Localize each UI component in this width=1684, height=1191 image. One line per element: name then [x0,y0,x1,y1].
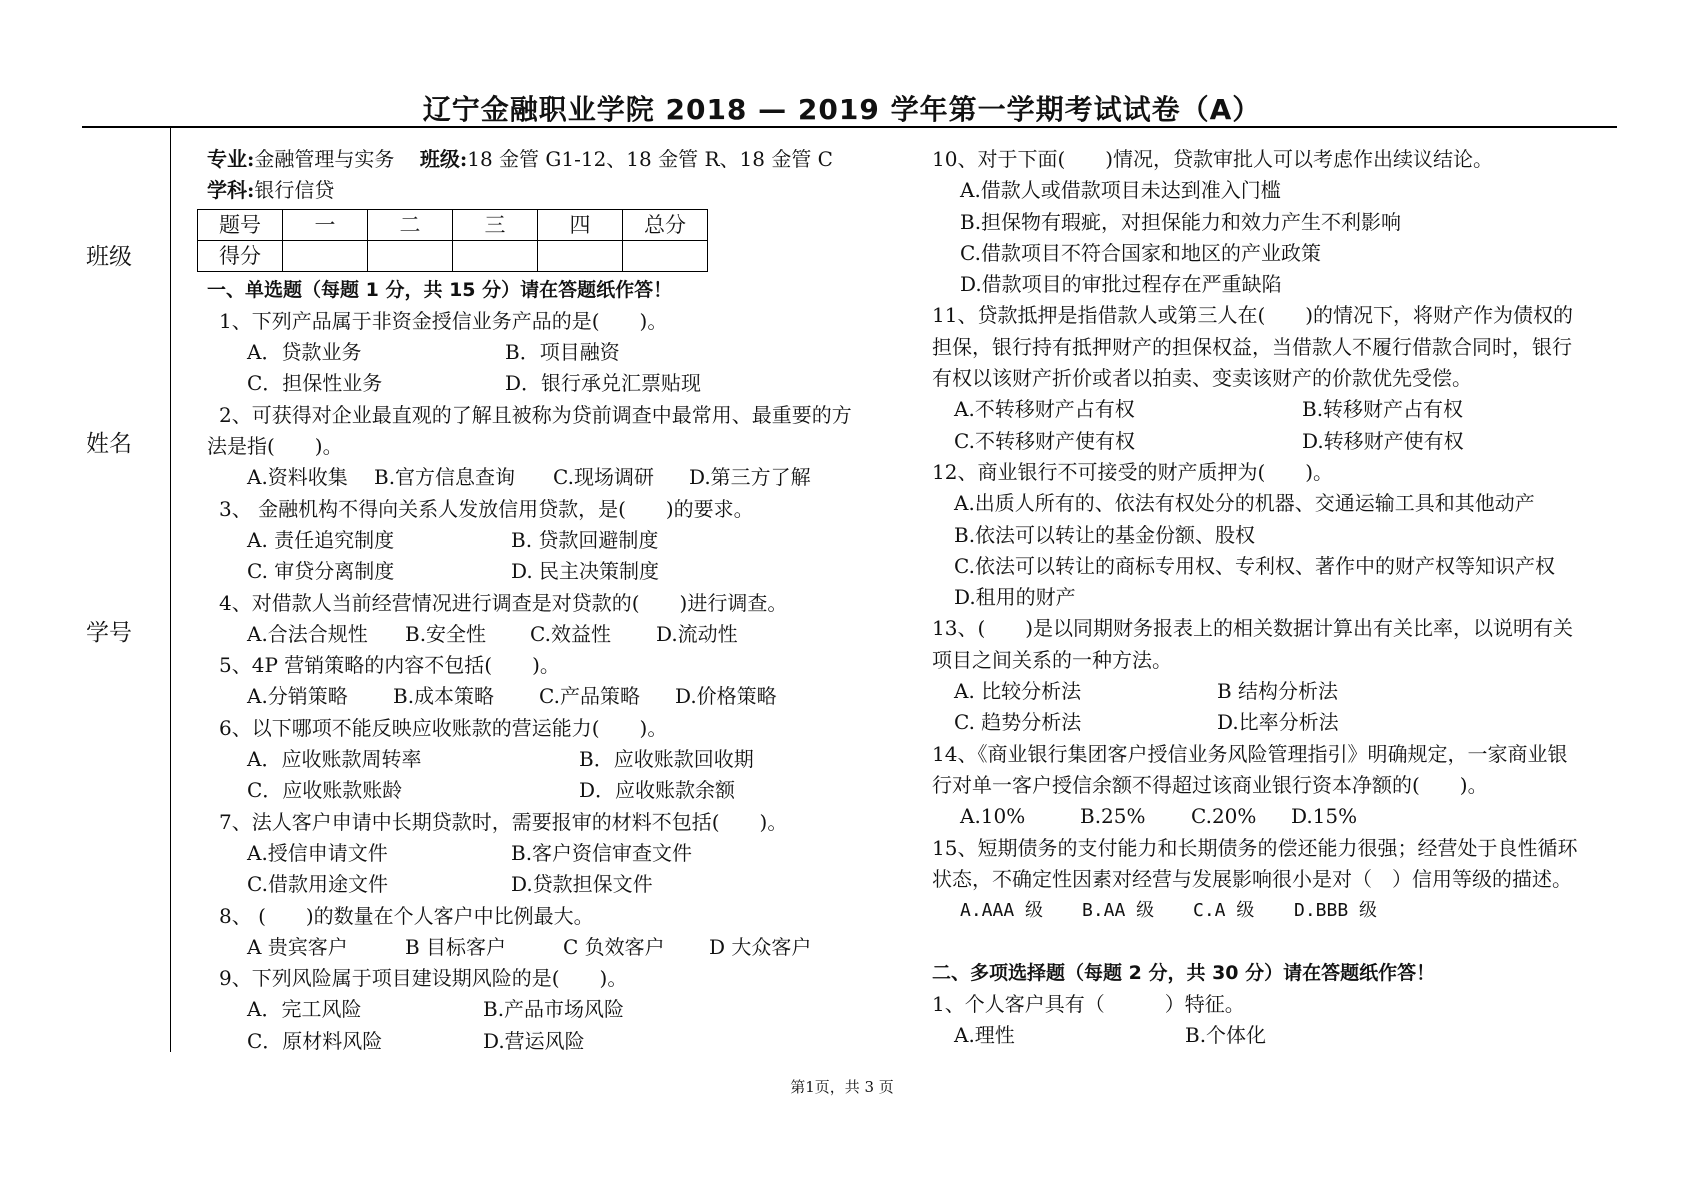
question-3-options [207,556,897,587]
question-10: 10、对于下面( )情况，贷款审批人可以考虑作出续议结论。 [932,147,1494,171]
option: D. 民主决策制度 [511,559,660,584]
option: B．应收账款回收期 [579,747,754,772]
option: C．原材料风险 [247,1028,383,1053]
option: B.AA 级 [1082,900,1155,922]
question-8: 8、 ( )的数量在个人客户中比例最大。 [219,903,594,928]
score-cell: 得分 [198,240,283,271]
question-9: 9、下列风险属于项目建设期风险的是( )。 [219,966,628,991]
section-2-heading: 二、多项选择题（每题 2 分，共 30 分）请在答题纸作答！ [932,961,1436,984]
question-3-options [207,525,897,556]
header-line-1 [207,144,897,175]
option: D．银行承兑汇票贴现 [505,371,702,396]
question-2: 2、可获得对企业最直观的了解且被称为贷前调查中最常用、最重要的方 [219,402,852,427]
option: B.安全性 [405,621,487,646]
option: B.转移财产占有权 [1302,397,1464,422]
option: A．完工风险 [247,997,362,1022]
question-10-option: B.担保物有瑕疵，对担保能力和效力产生不利影响 [960,209,1402,234]
option: A.分销策略 [247,684,348,709]
option: A.合法合规性 [247,621,368,646]
score-table-header-row [198,209,708,240]
option: A.资料收集 [247,465,348,490]
margin-divider [170,128,171,1052]
question-4-options [207,619,897,650]
question-12-option: A.出质人所有的、依法有权处分的机器、交通运输工具和其他动产 [954,491,1535,516]
multi-question-1-options [932,1020,1622,1051]
option: A. 比较分析法 [954,679,1082,704]
option: A.AAA 级 [960,900,1044,922]
option: B.成本策略 [393,684,495,709]
exam-title: 辽宁金融职业学院 2018 — 2019 学年第一学期考试试卷（A） [422,93,1262,126]
question-6: 6、以下哪项不能反映应收账款的营运能力( )。 [219,715,668,740]
option: A．贷款业务 [247,340,362,365]
section-1-heading: 一、单选题（每题 1 分，共 15 分）请在答题纸作答！ [207,278,673,301]
option: B.客户资信审查文件 [511,840,693,865]
question-11-options [932,394,1622,425]
right-column [932,144,1622,1052]
question-11-options [932,426,1622,457]
option: D.价格策略 [675,684,777,709]
question-9-options [207,1026,897,1057]
option: B.官方信息查询 [374,465,516,490]
score-cell [453,240,538,271]
subject-label: 学科: [207,178,255,203]
question-13-options [932,707,1622,738]
header-line-2 [207,175,897,206]
title-divider [82,126,1617,128]
option: A.授信申请文件 [247,840,388,865]
option: B.个体化 [1185,1023,1267,1048]
question-7-options [207,838,897,869]
question-15: 15、短期债务的支付能力和长期债务的偿还能力很强；经营处于良性循环 [932,835,1578,860]
option: D 大众客户 [709,934,812,959]
option: A.10% [960,804,1026,829]
question-10-option: C.借款项目不符合国家和地区的产业政策 [960,240,1321,265]
question-12-option: B.依法可以转让的基金份额、股权 [954,522,1256,547]
question-14-cont: 行对单一客户授信余额不得超过该商业银行资本净额的( )。 [932,772,1488,797]
question-1-options [207,337,897,368]
option: D.贷款担保文件 [511,872,653,897]
question-11: 11、贷款抵押是指借款人或第三人在( )的情况下，将财产作为债权的 [932,303,1574,328]
score-cell: 二 [368,209,453,240]
option: D．应收账款余额 [579,778,736,803]
question-11-cont: 有权以该财产折价或者以拍卖、变卖该财产的价款优先受偿。 [932,366,1472,391]
question-13-cont: 项目之间关系的一种方法。 [932,647,1172,672]
score-table-score-row [198,240,708,271]
option: D.营运风险 [483,1028,585,1053]
option: C. 审贷分离制度 [247,559,395,584]
question-1-options [207,368,897,399]
question-8-options [207,932,897,963]
blank-line [932,926,1622,957]
question-7: 7、法人客户申请中长期贷款时，需要报审的材料不包括( )。 [219,809,788,834]
question-4: 4、对借款人当前经营情况进行调查是对贷款的( )进行调查。 [219,590,788,615]
question-5-options [207,681,897,712]
score-cell: 一 [283,209,368,240]
side-label-class: 班级 [86,244,132,270]
major-label: 专业: [207,147,255,171]
left-column [207,144,897,1057]
class-label: 班级: [419,147,468,171]
option: D.流动性 [656,621,738,646]
side-label-name: 姓名 [86,431,132,457]
question-12: 12、商业银行不可接受的财产质押为( )。 [932,459,1334,484]
option: C 负效客户 [563,934,665,959]
question-15-cont: 状态，不确定性因素对经营与发展影响很小是对（ ）信用等级的描述。 [932,866,1572,891]
score-cell [283,240,368,271]
option: B 目标客户 [405,934,507,959]
question-9-options [207,994,897,1025]
question-2-cont: 法是指( )。 [207,434,343,459]
question-12-option: C.依法可以转让的商标专用权、专利权、著作中的财产权等知识产权 [954,553,1555,578]
question-12-option: D.租用的财产 [954,585,1076,610]
option: D.比率分析法 [1217,710,1339,735]
option: B.产品市场风险 [483,997,625,1022]
question-10-option: A.借款人或借款项目未达到准入门槛 [960,178,1281,203]
option: B. 贷款回避制度 [511,527,659,552]
option: C．担保性业务 [247,371,383,396]
option: D.转移财产使有权 [1302,428,1464,453]
question-10-option: D.借款项目的审批过程存在严重缺陷 [960,272,1282,297]
question-15-options [932,895,1622,926]
option: A.理性 [954,1023,1015,1048]
score-cell [623,240,708,271]
question-5: 5、4P 营销策略的内容不包括( )。 [219,653,560,678]
question-7-options [207,869,897,900]
option: D.第三方了解 [689,465,811,490]
option: C．应收账款账龄 [247,778,403,803]
question-13: 13、( )是以同期财务报表上的相关数据计算出有关比率，以说明有关 [932,616,1574,641]
option: C.借款用途文件 [247,872,388,897]
option: A．应收账款周转率 [247,747,422,772]
question-14: 14、《商业银行集团客户授信业务风险管理指引》明确规定，一家商业银 [932,741,1568,766]
question-1: 1、下列产品属于非资金授信业务产品的是( )。 [219,308,668,333]
score-cell: 三 [453,209,538,240]
page-footer: 第1页，共 3 页 [790,1078,894,1096]
option: A.不转移财产占有权 [954,397,1135,422]
question-6-options [207,775,897,806]
option: A 贵宾客户 [247,934,348,959]
option: B．项目融资 [505,340,620,365]
side-label-student-id: 学号 [86,620,132,646]
option: B.25% [1080,804,1146,829]
score-cell [368,240,453,271]
question-11-cont: 担保，银行持有抵押财产的担保权益，当借款人不履行借款合同时，银行 [932,334,1572,359]
option: B 结构分析法 [1217,679,1339,704]
question-2-options [207,462,897,493]
class-value: 18 金管 G1-12、18 金管 R、18 金管 C [467,147,833,171]
score-cell: 四 [538,209,623,240]
score-cell [538,240,623,271]
option: C.不转移财产使有权 [954,428,1135,453]
score-table [197,209,708,272]
score-cell: 总分 [623,209,708,240]
option: C.现场调研 [553,465,654,490]
subject-value: 银行信贷 [254,178,335,203]
option: D.15% [1291,804,1358,829]
option: C.20% [1191,804,1257,829]
question-3: 3、 金融机构不得向关系人发放信用贷款，是( )的要求。 [219,496,754,521]
option: C.产品策略 [539,684,640,709]
question-13-options [932,676,1622,707]
question-14-options [932,801,1622,832]
option: C.A 级 [1193,900,1255,922]
option: D.BBB 级 [1294,900,1378,922]
multi-question-1: 1、个人客户具有（ ）特征。 [932,992,1245,1017]
question-6-options [207,744,897,775]
option: A. 责任追究制度 [247,527,395,552]
major-value: 金融管理与实务 [254,147,395,171]
option: C.效益性 [530,621,611,646]
option: C. 趋势分析法 [954,710,1082,735]
score-cell: 题号 [198,209,283,240]
